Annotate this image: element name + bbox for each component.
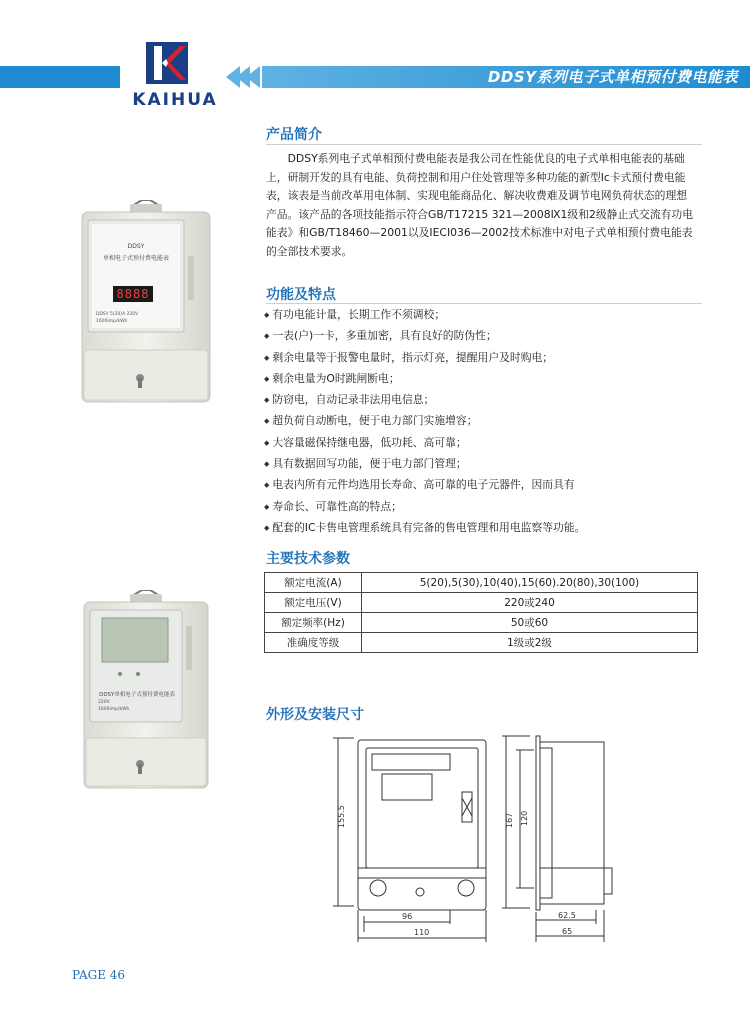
table-row xyxy=(265,593,698,613)
spec-key: 准确度等级 xyxy=(265,633,362,653)
meter-name: DDSY单相电子式预付费电能表 xyxy=(99,692,175,698)
meter-spec: 1600imp/kWh xyxy=(96,319,128,324)
list-item: ◆ 有功电能计量，长期工作不须调校； xyxy=(264,305,704,326)
list-item: ◆ 剩余电量等于报警电量时，指示灯亮，提醒用户及时购电； xyxy=(264,348,704,369)
page-number: PAGE 46 xyxy=(72,968,126,982)
features-heading: 功能及特点 xyxy=(266,287,336,303)
spec-key: 额定频率(Hz) xyxy=(265,613,362,633)
page-title: DDSY系列电子式单相预付费电能表 xyxy=(487,68,738,86)
chevron-icon xyxy=(246,66,260,88)
meter-spec: 220V xyxy=(98,700,110,705)
spec-value: 220或240 xyxy=(362,593,698,613)
dim-label: 96 xyxy=(402,912,413,921)
divider xyxy=(266,144,702,145)
list-item: ◆ 寿命长、可靠性高的特点； xyxy=(264,497,704,518)
side-view-drawing xyxy=(500,728,630,950)
list-item: ◆ 配套的IC卡售电管理系统具有完备的售电管理和用电监察等功能。 xyxy=(264,518,704,539)
meter-image-lcd xyxy=(82,590,210,790)
led-display: 8888 xyxy=(113,286,153,302)
spec-value: 5(20),5(30),10(40),15(60).20(80),30(100) xyxy=(362,573,698,593)
list-item: ◆ 一表(户)一卡，多重加密，具有良好的防伪性； xyxy=(264,326,704,347)
header-left-bar xyxy=(0,66,120,88)
table-row xyxy=(265,613,698,633)
spec-value: 50或60 xyxy=(362,613,698,633)
spec-key: 额定电压(V) xyxy=(265,593,362,613)
meter-image-led xyxy=(80,200,212,405)
list-item: ◆ 具有数据回写功能，便于电力部门管理； xyxy=(264,454,704,475)
dim-label: 65 xyxy=(562,927,573,936)
list-item: ◆ 超负荷自动断电，便于电力部门实施增容； xyxy=(264,411,704,432)
specs-heading: 主要技术参数 xyxy=(266,551,350,567)
front-view-drawing xyxy=(330,728,500,950)
dim-label: 110 xyxy=(414,928,430,937)
dim-label: 155.5 xyxy=(337,805,346,828)
intro-paragraph: DDSY系列电子式单相预付费电能表是我公司在性能优良的电子式单相电能表的基础上，研制开发的具有电能、负荷控制和用户住处管理等多种功能的新型Ic卡式预付费电能表，该表是当前改革用电体制、实现电能商品化、解决收费难及调节电网负荷状态的理想产品。该产品的各项技能指示符合GB/T17215 321—2008Ⅸ1级和2级静止式交流有功电能表》和GB/T18460—2001以及IECI036—2002技术标准中对电子式单相预付费电能表的全部技术要求。 xyxy=(266,152,694,258)
header-title-bar xyxy=(262,66,750,88)
dim-label: 120 xyxy=(520,810,529,826)
features-list xyxy=(264,305,704,539)
meter-name: 单相电子式预付费电能表 xyxy=(102,255,169,262)
list-item: ◆ 防窃电，自动记录非法用电信息； xyxy=(264,390,704,411)
meter-brand: DDSY xyxy=(127,243,145,250)
dim-label: 167 xyxy=(505,812,514,828)
intro-heading: 产品简介 xyxy=(266,127,322,143)
list-item: ◆ 剩余电量为O时跳闸断电； xyxy=(264,369,704,390)
meter-spec: 1600imp/kWh xyxy=(98,707,130,712)
dimensions-heading: 外形及安装尺寸 xyxy=(266,707,364,723)
table-row xyxy=(265,573,698,593)
meter-spec: DDSY 5(20)A 220V xyxy=(96,312,139,317)
divider xyxy=(266,303,702,304)
table-row xyxy=(265,633,698,653)
specs-table xyxy=(264,572,698,653)
list-item: ◆ 电表内所有元件均选用长寿命、高可靠的电子元器件，因而具有 xyxy=(264,475,704,496)
brand-name: KAIHUA xyxy=(132,90,218,110)
spec-key: 额定电流(A) xyxy=(265,573,362,593)
kaihua-logo-icon xyxy=(144,40,190,86)
dim-label: 62.5 xyxy=(558,911,576,920)
list-item: ◆ 大容量磁保持继电器，低功耗、高可靠； xyxy=(264,433,704,454)
spec-value: 1级或2级 xyxy=(362,633,698,653)
